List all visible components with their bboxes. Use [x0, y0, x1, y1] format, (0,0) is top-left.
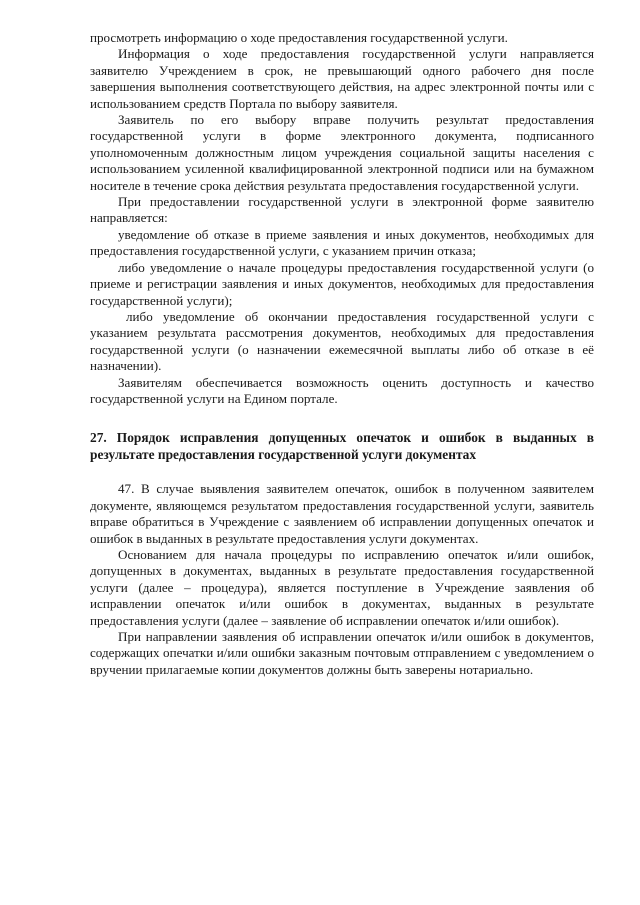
paragraph-start-notice: либо уведомление о начале процедуры предоставления государственной услуги (о приеме и регистрации заявления и иных документов, необходимых для предоставления государственной услуги); — [90, 259, 594, 308]
paragraph-procedure-basis: Основанием для начала процедуры по исправлению опечаток и/или ошибок, допущенных в документах, выданных в результате предоставления государственной услуги (далее – процедура), является поступление в Учреждение заявления об исправлении опечаток и/или ошибок в документах, выданных в результате предоставления услуги (далее – заявление об исправлении опечаток и/или ошибок). — [90, 546, 594, 628]
paragraph-continuation: просмотреть информацию о ходе предоставления государственной услуги. — [90, 30, 508, 45]
paragraph-notarized-copies: При направлении заявления об исправлении опечаток и/или ошибок в документов, содержащих опечатки и/или ошибки заказным почтовым отправлением с уведомлением о вручении прилагаемые копии документов должны быть заверены нотариально. — [90, 629, 594, 677]
paragraph-47-typo-correction: 47. В случае выявления заявителем опечаток, ошибок в полученном заявителем документе, являющемся результатом предоставления государственной услуги, заявитель вправе обратиться в Учреждение с заявлением об исправлении допущенных опечаток и ошибок в выданных в результате предоставления услуги документах. — [90, 481, 594, 546]
section-heading: 27. Порядок исправления допущенных опечаток и ошибок в выданных в результате предоставления государственной услуги документах — [90, 430, 594, 463]
paragraph-completion-notice: либо уведомление об окончании предоставления государственной услуги с указанием результата рассмотрения документов, необходимых для предоставления государственной услуги (о назначении ежемесячной выплаты либо об отказе в её назначении). — [90, 308, 594, 374]
paragraph-info-deadline: Информация о ходе предоставления государственной услуги направляется заявителю Учреждением в срок, не превышающий одного рабочего дня после завершения выполнения соответствующего действия, на адрес электронной почты или с использованием средств Портала по выбору заявителя. — [90, 46, 594, 111]
paragraph-quality-evaluation: Заявителям обеспечивается возможность оценить доступность и качество государственной услуги на Едином портале. — [90, 374, 594, 406]
document-page — [90, 30, 594, 678]
paragraph-refusal-notice: уведомление об отказе в приеме заявления и иных документов, необходимых для предоставления государственной услуги, с указанием причин отказа; — [90, 226, 594, 259]
paragraph-result-format: Заявитель по его выбору вправе получить результат предоставления государственной услуги в форме электронного документа, подписанного уполномоченным должностным лицом учреждения социальной защиты населения с использованием усиленной квалифицированной электронной подписи или на бумажном носителе в течение срока действия результата предоставления государственной услуги. — [90, 112, 594, 193]
paragraph-electronic-notice: При предоставлении государственной услуги в электронной форме заявителю направляется: — [90, 194, 594, 226]
